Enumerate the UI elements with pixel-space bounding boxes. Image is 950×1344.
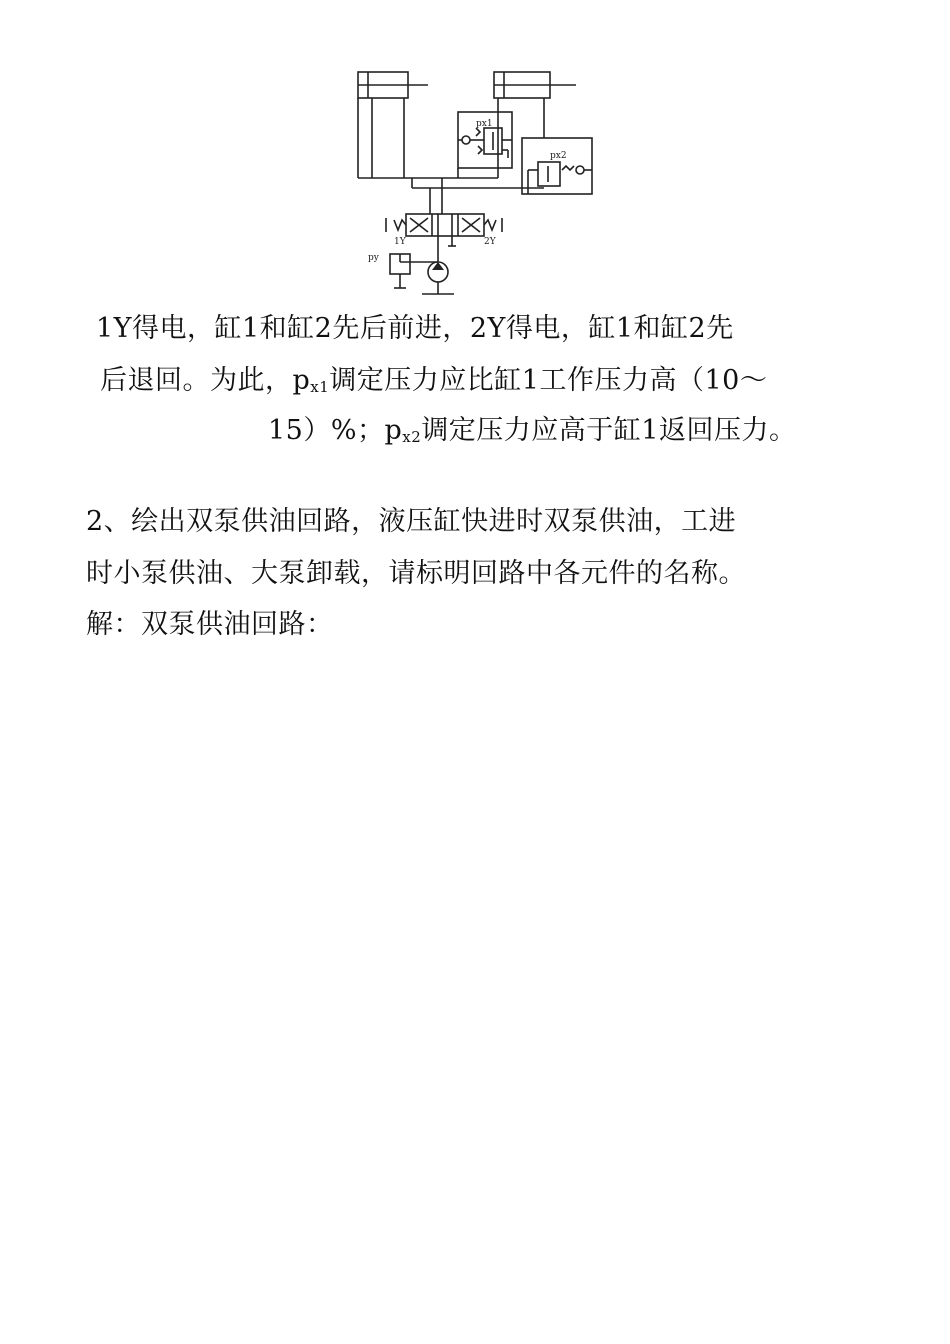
answer1-line3-part2: 调定压力应高于缸1返回压力。 — [421, 415, 797, 446]
label-1y: 1Y — [394, 237, 406, 247]
hydraulic-circuit-diagram — [352, 66, 598, 302]
question2-line2: 时小泵供油、大泵卸载，请标明回路中各元件的名称。 — [86, 558, 746, 589]
answer1-line2 — [100, 364, 767, 404]
label-2y: 2Y — [484, 237, 496, 247]
answer1-line3-part1: 15）%；p — [268, 415, 403, 446]
px1-subscript: x1 — [310, 378, 330, 396]
label-py: py — [368, 253, 379, 263]
answer1-line3 — [268, 414, 797, 454]
label-px1: px1 — [476, 119, 493, 129]
answer1-line2-part2: 调定压力应比缸1工作压力高（10～ — [329, 365, 768, 396]
answer1-line1: 1Y得电，缸1和缸2先后前进，2Y得电，缸1和缸2先 — [96, 313, 734, 344]
question2-line1: 2、绘出双泵供油回路，液压缸快进时双泵供油，工进 — [86, 506, 737, 537]
answer1-line2-part1: 后退回。为此，p — [100, 365, 311, 396]
label-px2: px2 — [550, 151, 567, 161]
solution-heading: 解：双泵供油回路： — [86, 609, 334, 640]
px2-subscript: x2 — [402, 428, 422, 446]
